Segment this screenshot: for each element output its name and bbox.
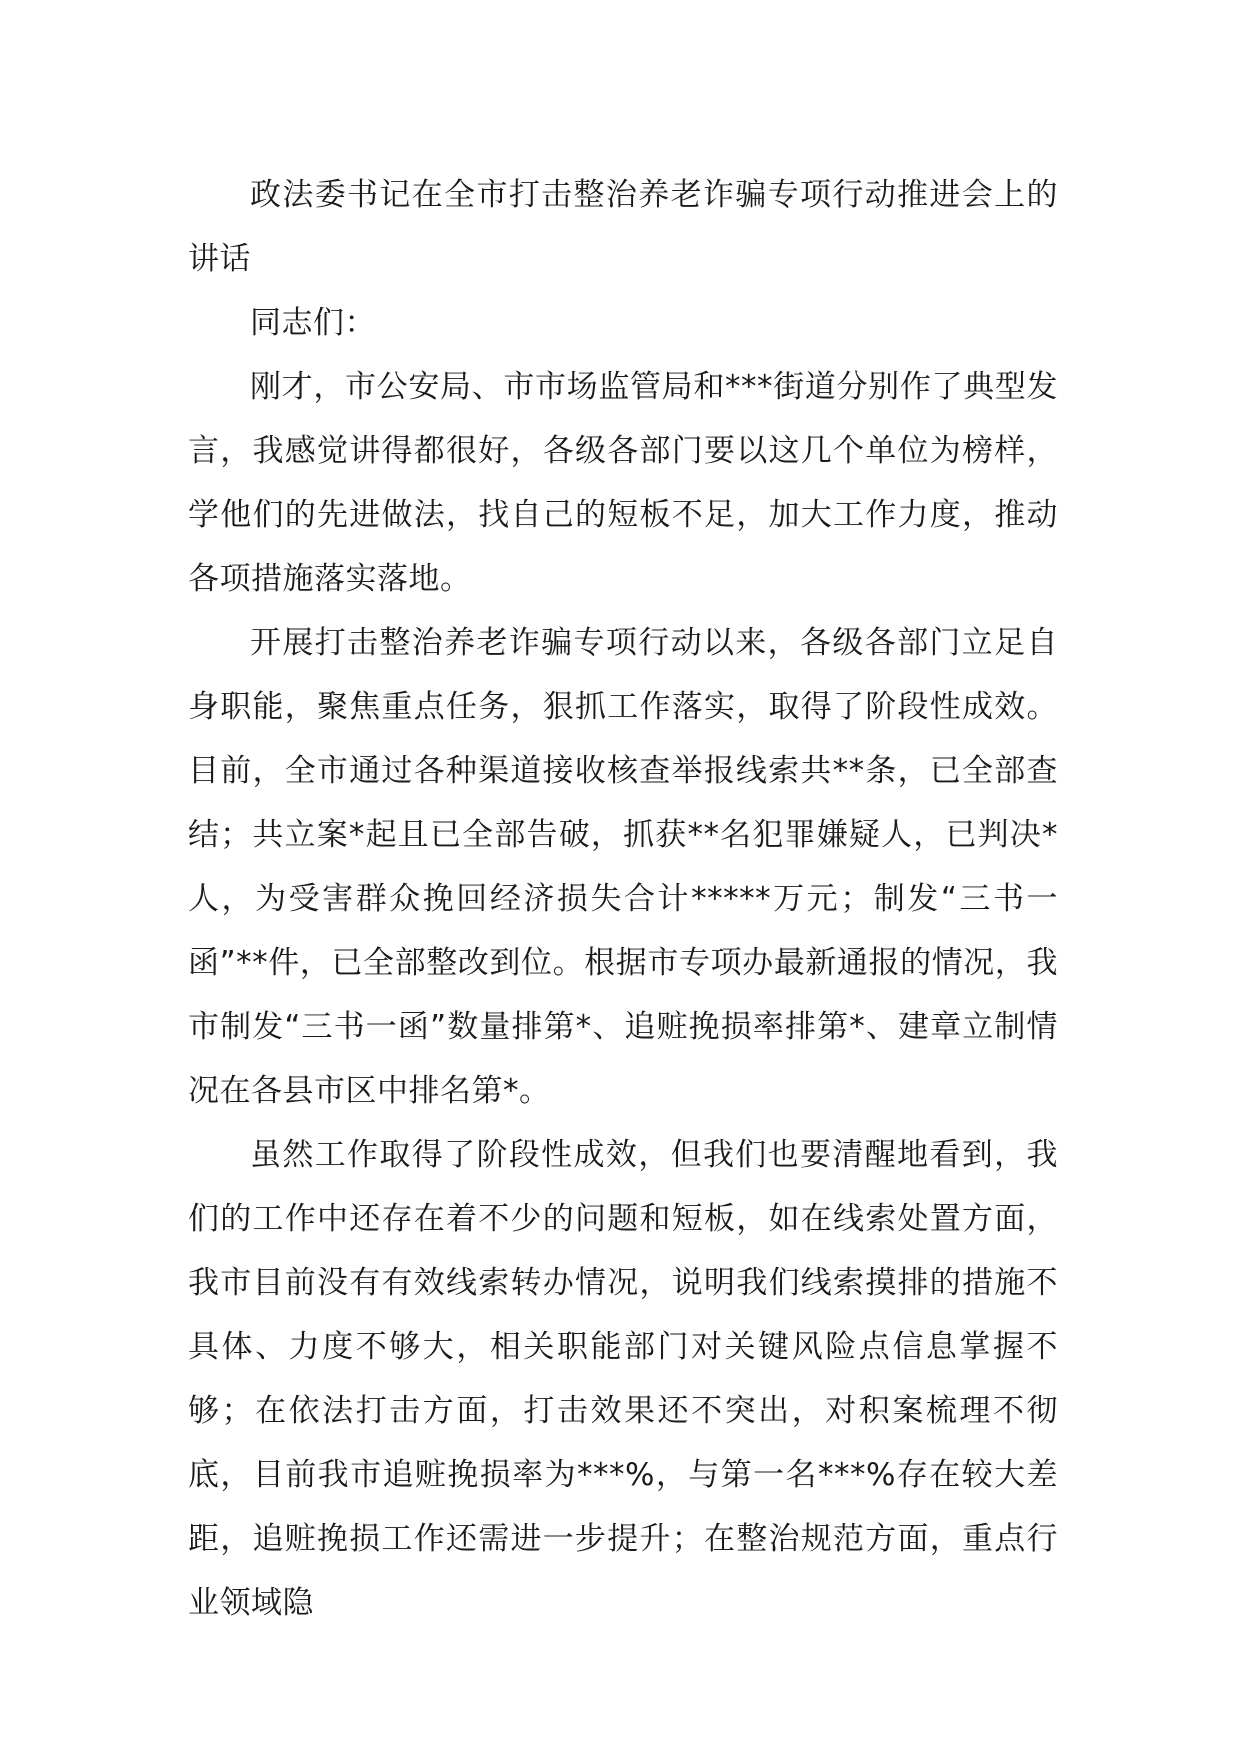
document-title: 政法委书记在全市打击整治养老诈骗专项行动推进会上的讲话 [188, 177, 1058, 277]
salutation: 同志们： [250, 305, 376, 341]
body-paragraph: 开展打击整治养老诈骗专项行动以来，各级各部门立足自身职能，聚焦重点任务，狠抓工作落实，取得了阶段性成效。目前，全市通过各种渠道接收核查举报线索共**条，已全部查结；共立案*起且已全部告破，抓获**名犯罪嫌疑人，已判决*人，为受害群众挽回经济损失合计*****万元；制发“三书一函”**件，已全部整改到位。根据市专项办最新通报的情况，我市制发“三书一函”数量排第*、追赃挽损率排第*、建章立制情况在各县市区中排名第*。 [188, 625, 1058, 1109]
body-paragraph: 虽然工作取得了阶段性成效，但我们也要清醒地看到，我们的工作中还存在着不少的问题和短板，如在线索处置方面，我市目前没有有效线索转办情况，说明我们线索摸排的措施不具体、力度不够大，相关职能部门对关键风险点信息掌握不够；在依法打击方面，打击效果还不突出，对积案梳理不彻底，目前我市追赃挽损率为***%，与第一名***%存在较大差距，追赃挽损工作还需进一步提升；在整治规范方面，重点行业领域隐 [188, 1137, 1058, 1621]
body-paragraph: 刚才，市公安局、市市场监管局和***街道分别作了典型发言，我感觉讲得都很好，各级各部门要以这几个单位为榜样，学他们的先进做法，找自己的短板不足，加大工作力度，推动各项措施落实落地。 [188, 369, 1058, 597]
document-page [188, 163, 1058, 1635]
